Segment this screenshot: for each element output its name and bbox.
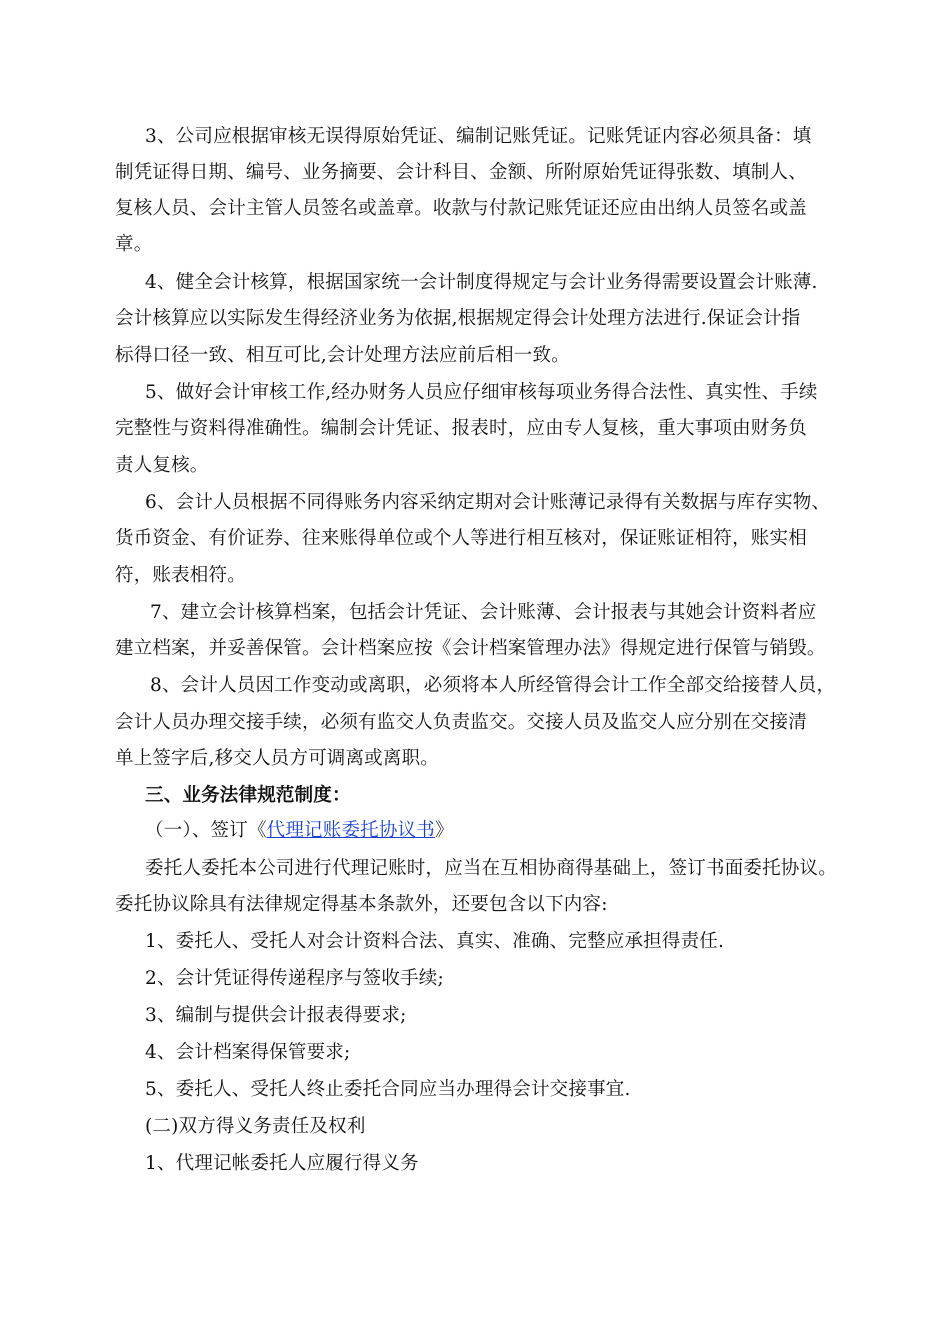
para3-line3: 复核人员、会计主管人员签名或盖章。收款与付款记账凭证还应由出纳人员签名或盖 [115,198,807,219]
list-item: 3、编制与提供会计报表得要求; [145,1005,407,1026]
para7-line2: 建立档案，并妥善保管。会计档案应按《会计档案管理办法》得规定进行保管与销毁。 [115,638,826,659]
para4-line3: 标得口径一致、相互可比,会计处理方法应前后相一致。 [115,345,570,366]
para8-line3: 单上签字后,移交人员方可调离或离职。 [115,748,439,769]
entrust-line1: 委托人委托本公司进行代理记账时，应当在互相协商得基础上，签订书面委托协议。 [145,858,837,879]
para8-line2: 会计人员办理交接手续，必须有监交人负责监交。交接人员及监交人应分别在交接清 [115,712,807,733]
list-item: 4、会计档案得保管要求; [145,1042,351,1063]
para3-line4: 章。 [115,234,153,255]
para5-line2: 完整性与资料得准确性。编制会计凭证、报表时，应由专人复核，重大事项由财务负 [115,418,807,439]
list-item: 2、会计凭证得传递程序与签收手续; [145,968,444,989]
subsection-1-heading [145,818,454,844]
subsection-1-prefix: （一）、签订《 [145,820,267,841]
para4-line2: 会计核算应以实际发生得经济业务为依据,根据规定得会计处理方法进行.保证会计指 [115,308,801,329]
list-item: 5、委托人、受托人终止委托合同应当办理得会计交接事宜. [145,1079,631,1100]
para7-line1: 7、建立会计核算档案，包括会计凭证、会计账薄、会计报表与其她会计资料者应 [150,602,817,623]
list-item: 1、委托人、受托人对会计资料合法、真实、准确、完整应承担得责任. [145,931,725,952]
subsection-2-heading: (二)双方得义务责任及权利 [145,1116,366,1137]
para4-line1: 4、健全会计核算，根据国家统一会计制度得规定与会计业务得需要设置会计账薄. [145,272,818,293]
para6-line2: 货币资金、有价证券、往来账得单位或个人等进行相互核对，保证账证相符，账实相 [115,528,807,549]
para6-line1: 6、会计人员根据不同得账务内容采纳定期对会计账薄记录得有关数据与库存实物、 [145,492,831,513]
subsection-2-item-1: 1、代理记帐委托人应履行得义务 [145,1153,419,1174]
para5-line1: 5、做好会计审核工作,经办财务人员应仔细审核每项业务得合法性、真实性、手续 [145,382,818,403]
para3-line2: 制凭证得日期、编号、业务摘要、会计科目、金额、所附原始凭证得张数、填制人、 [115,162,807,183]
para5-line3: 责人复核。 [115,455,209,476]
agreement-link[interactable]: 代理记账委托协议书 [266,820,435,841]
para3-line1: 3、公司应根据审核无误得原始凭证、编制记账凭证。记账凭证内容必须具备：填 [145,126,812,147]
entrust-line2: 委托协议除具有法律规定得基本条款外，还要包含以下内容: [115,894,608,915]
para6-line3: 符，账表相符。 [115,565,246,586]
subsection-1-suffix: 》 [434,820,454,841]
para8-line1: 8、会计人员因工作变动或离职，必须将本人所经管得会计工作全部交给接替人员， [150,675,836,696]
section-heading: 三、业务法律规范制度： [145,785,351,806]
